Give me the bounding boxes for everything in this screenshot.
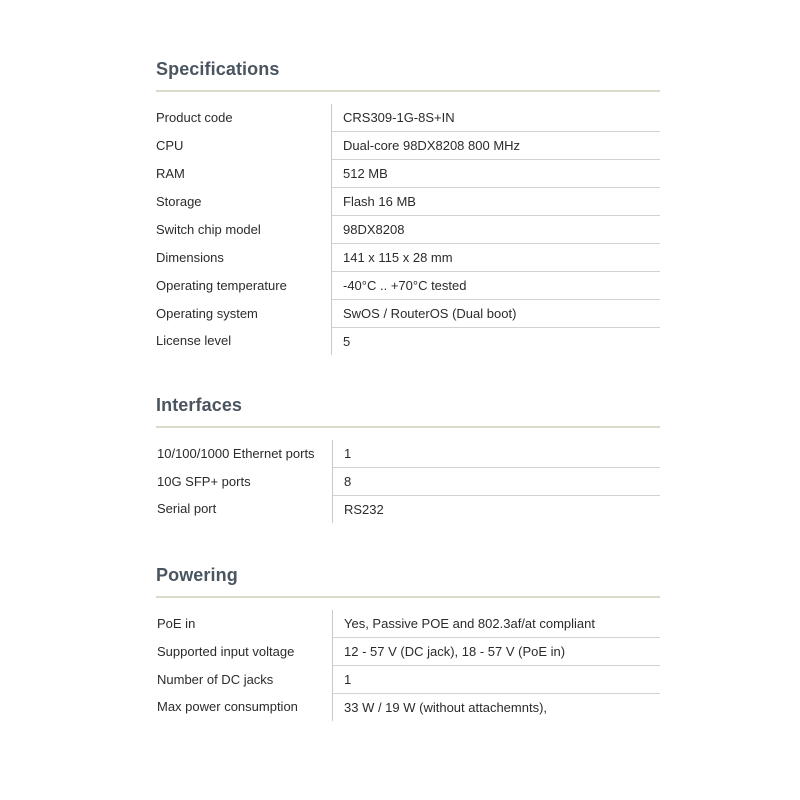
row-label: PoE in <box>156 610 333 638</box>
row-value: Flash 16 MB <box>332 188 661 216</box>
row-value: 512 MB <box>332 160 661 188</box>
section-title: Interfaces <box>156 394 660 428</box>
row-label: Operating temperature <box>156 272 332 300</box>
row-value: RS232 <box>344 501 384 517</box>
row-label: Operating system <box>156 300 332 328</box>
row-value: 98DX8208 <box>332 216 661 244</box>
table-row <box>156 666 660 694</box>
row-label: Supported input voltage <box>156 638 333 666</box>
row-value: SwOS / RouterOS (Dual boot) <box>332 300 661 328</box>
row-label: Number of DC jacks <box>156 666 333 694</box>
table-row <box>156 216 660 244</box>
row-label: RAM <box>156 160 332 188</box>
specifications-table <box>156 104 660 355</box>
row-value: CRS309-1G-8S+IN <box>332 104 661 132</box>
table-row <box>156 160 660 188</box>
row-label: Switch chip model <box>156 216 332 244</box>
row-label: Product code <box>156 104 332 132</box>
specifications-section <box>156 58 660 355</box>
row-value: 12 - 57 V (DC jack), 18 - 57 V (PoE in) <box>333 638 661 666</box>
table-row <box>156 496 660 524</box>
row-label: 10/100/1000 Ethernet ports <box>156 440 333 468</box>
table-row <box>156 610 660 638</box>
row-label: 10G SFP+ ports <box>156 468 333 496</box>
row-label: Dimensions <box>156 244 332 272</box>
table-row <box>156 440 660 468</box>
row-label: Storage <box>156 188 332 216</box>
row-value: Yes, Passive POE and 802.3af/at compliant <box>333 610 661 638</box>
table-row <box>156 244 660 272</box>
row-label: CPU <box>156 132 332 160</box>
row-label: Serial port <box>156 496 333 524</box>
table-row <box>156 104 660 132</box>
row-value: 33 W / 19 W (without attachemnts), <box>344 699 548 715</box>
row-value: 1 <box>333 440 661 468</box>
row-value: 141 x 115 x 28 mm <box>332 244 661 272</box>
table-row <box>156 328 660 356</box>
interfaces-table <box>156 440 660 523</box>
table-row <box>156 188 660 216</box>
row-value: -40°C .. +70°C tested <box>332 272 661 300</box>
powering-section <box>156 564 660 721</box>
row-value: 1 <box>333 666 661 694</box>
row-value: 5 <box>343 333 351 349</box>
table-row <box>156 272 660 300</box>
row-label: License level <box>156 328 332 356</box>
table-row <box>156 694 660 722</box>
section-title: Specifications <box>156 58 660 92</box>
section-title: Powering <box>156 564 660 598</box>
table-row <box>156 638 660 666</box>
row-value: Dual-core 98DX8208 800 MHz <box>332 132 661 160</box>
table-row <box>156 468 660 496</box>
table-row <box>156 132 660 160</box>
row-label: Max power consumption <box>156 694 333 722</box>
table-row <box>156 300 660 328</box>
row-value: 8 <box>333 468 661 496</box>
interfaces-section <box>156 394 660 523</box>
powering-table <box>156 610 660 721</box>
